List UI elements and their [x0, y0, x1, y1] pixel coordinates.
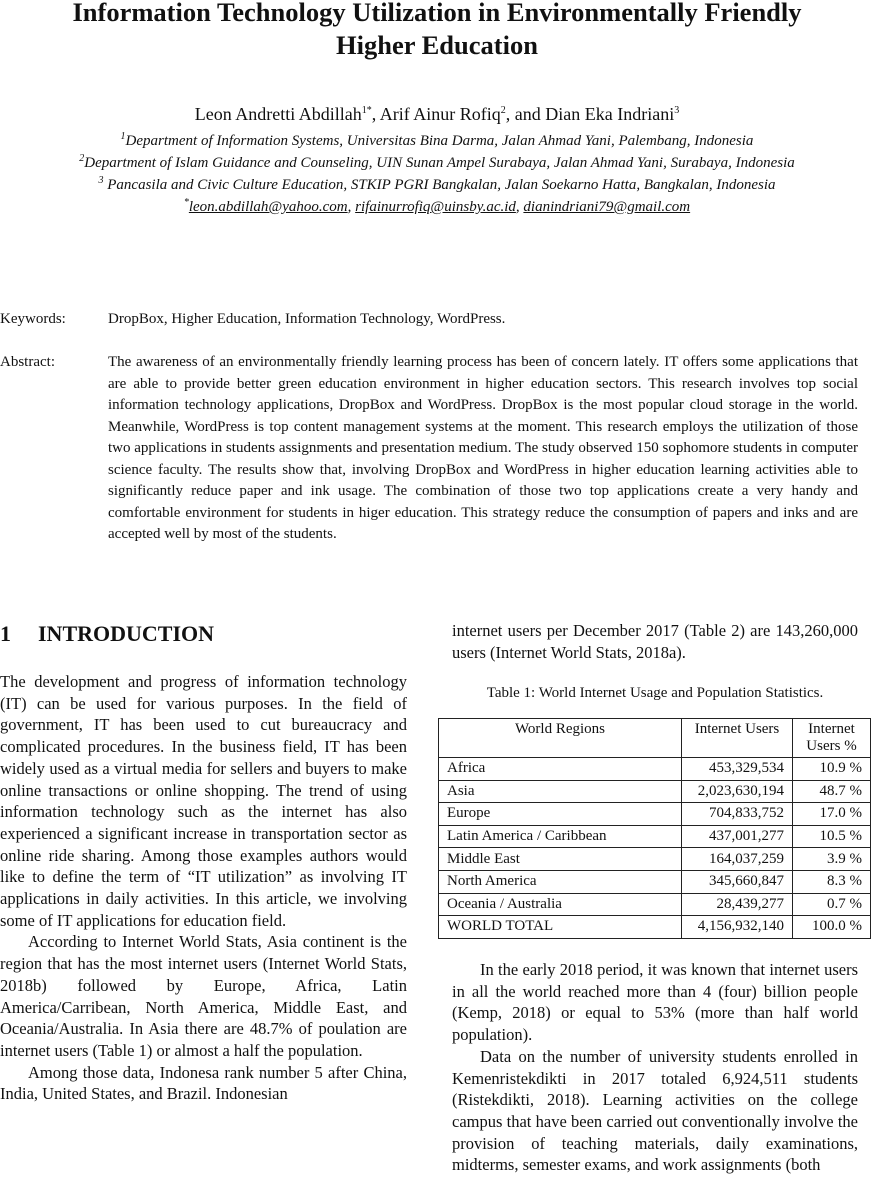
table-caption: Table 1: World Internet Usage and Population Statistics. [486, 685, 824, 702]
table-header-row [439, 719, 871, 758]
email-marker: * [183, 197, 189, 208]
affiliation-2-text: Department of Islam Guidance and Counseling, UIN Sunan Ampel Surabaya, Jalan Ahmad Yani, Surabaya, Indonesia [84, 155, 795, 171]
author-3: , and Dian Eka Indriani [505, 104, 675, 124]
author-1-marker: 1* [361, 105, 372, 116]
paper-title-line2: Higher Education [336, 30, 538, 60]
author-list: Leon Andretti Abdillah$^{1*}$, Arif Ainur Rofiq$^2$, and Dian Eka Indriani$^3$ [194, 104, 680, 124]
region-cell: Oceania / Australia [439, 893, 682, 916]
affiliation-3 [0, 176, 874, 194]
paper-title-line1: Information Technology Utilization in Environmentally Friendly [72, 0, 802, 27]
abstract-text: The awareness of an environmentally friendly learning process has been of concern lately. IT offers some applications that are able to provide better green education environment in higher education sectors. This research involves top social information technology applications, DropBox and WordPress. DropBox is the most popular cloud storage in the world. Meanwhile, WordPress is top content management systems at the moment. This research employs the utilization of those two applications in students assignments and presentation medium. The study observed 150 sophomore students in computer science faculty. The results show that, involving DropBox and WordPress in higher education learning activities able to significantly reduce paper and ink usage. The combination of those two top applications create a very handy and comfortable environment for students in higer education. This strategy reduce the consumption of papers and inks and are accepted well by most of the students. [108, 354, 858, 542]
header-users-percent-line2: Users % [806, 738, 857, 754]
region-cell: Europe [439, 803, 682, 826]
affiliation-1 [0, 132, 874, 150]
users-cell: 453,329,534 [682, 758, 793, 781]
author-2-marker: 2 [500, 105, 506, 116]
percent-cell: 17.0 % [793, 803, 871, 826]
table-row [439, 758, 871, 781]
author-3-marker: 3 [674, 105, 680, 116]
percent-cell: 48.7 % [793, 780, 871, 803]
paper-title [0, 0, 874, 62]
intro-paragraph-2: According to Internet World Stats, Asia continent is the region that has the most internet users (Internet World Stats, 2018b) followed by Europe, Africa, Latin America/Carribean, North America, Middle East, and Oceania/Australia. In Asia there are 48.7% of poulation are internet users (Table 1) or almost a half the population. [0, 932, 407, 1060]
right-paragraph-1: In the early 2018 period, it was known that internet users in all the world reached more than 4 (four) billion people (Kemp, 2018) or equal to 53% (more than half world population). [452, 960, 858, 1045]
section-number: 1 [0, 621, 11, 646]
header-users-percent-line1: Internet [808, 721, 855, 737]
header-world-regions: World Regions [439, 719, 682, 758]
table-row [439, 780, 871, 803]
affiliation-2-marker: 2 [79, 153, 85, 164]
users-cell: 345,660,847 [682, 870, 793, 893]
affiliation-1-text: Department of Information Systems, Universitas Bina Darma, Jalan Ahmad Yani, Palembang, Indonesia [125, 133, 754, 149]
users-cell: 164,037,259 [682, 848, 793, 871]
region-cell: Middle East [439, 848, 682, 871]
region-cell: Latin America / Caribbean [439, 825, 682, 848]
intro-paragraph-3: Among those data, Indonesa rank number 5 after China, India, United States, and Brazil. Indonesian [0, 1062, 407, 1104]
region-cell: Asia [439, 780, 682, 803]
percent-cell: 8.3 % [793, 870, 871, 893]
table-row [439, 825, 871, 848]
section-heading [0, 619, 214, 649]
percent-cell: 10.9 % [793, 758, 871, 781]
email-link-3[interactable]: dianindriani79@gmail.com [523, 199, 691, 215]
intro-paragraph-1: The development and progress of information technology (IT) can be used for various purposes. In the field of government, IT has been used to cut bureaucracy and complicated procedures. In the business field, IT has been widely used as a virtual media for sellers and buyers to make online transactions or online shopping. The trend of using information technology such as the internet has also experienced a significant increase in transportation sector as online ride sharing. Among those examples authors would like to define the term of “IT utilization” as involving IT applications in daily activities. In this article, we involving some of IT applications for education field. [0, 672, 407, 930]
users-cell: 437,001,277 [682, 825, 793, 848]
abstract-label: Abstract: [0, 354, 55, 370]
keywords-label: Keywords: [0, 311, 66, 327]
region-cell: Africa [439, 758, 682, 781]
right-column-lower [452, 959, 858, 1176]
table-row [439, 893, 871, 916]
percent-cell: 100.0 % [793, 916, 871, 939]
table-row [439, 803, 871, 826]
affiliation-3-text: Pancasila and Civic Culture Education, STKIP PGRI Bangkalan, Jalan Soekarno Hatta, Bangkalan, Indonesia [103, 177, 776, 193]
users-cell: 704,833,752 [682, 803, 793, 826]
percent-cell: 0.7 % [793, 893, 871, 916]
users-cell: 4,156,932,140 [682, 916, 793, 939]
users-cell: 28,439,277 [682, 893, 793, 916]
header-internet-users: Internet Users [682, 719, 793, 758]
percent-cell: 10.5 % [793, 825, 871, 848]
table-row [439, 870, 871, 893]
right-column-top [452, 620, 858, 703]
affiliation-2 [0, 154, 874, 172]
table-row [439, 848, 871, 871]
right-paragraph-2: Data on the number of university students enrolled in Kemenristekdikti in 2017 totaled 6,924,511 students (Ristekdikti, 2018). Learning activities on the college campus that have been carried out conventionally involve the provision of teaching materials, daily examinations, midterms, semester exams, and work assignments (both [452, 1046, 858, 1175]
keywords-text: DropBox, Higher Education, Information Technology, WordPress. [108, 311, 506, 327]
section-title: INTRODUCTION [38, 621, 215, 646]
email-list: *leon.abdillah@yahoo.com, rifainurrofiq@uinsby.ac.id, dianindriani79@gmail.com [183, 197, 691, 215]
left-column [0, 671, 407, 1105]
affiliation-3-marker: 3 [98, 175, 104, 186]
email-link-1[interactable]: leon.abdillah@yahoo.com [188, 199, 348, 215]
header-users-percent [793, 719, 871, 758]
region-cell: North America [439, 870, 682, 893]
percent-cell: 3.9 % [793, 848, 871, 871]
users-cell: 2,023,630,194 [682, 780, 793, 803]
right-paragraph-continuation: internet users per December 2017 (Table 2) are 143,260,000 users (Internet World Stats, 2018a). [452, 621, 858, 662]
author-2: Arif Ainur Rofiq [379, 104, 501, 124]
author-1: Leon Andretti Abdillah [194, 104, 362, 124]
table-total-row [439, 916, 871, 939]
affiliation-1-marker: 1 [120, 131, 126, 142]
internet-usage-table [438, 718, 871, 939]
region-cell: WORLD TOTAL [439, 916, 682, 939]
email-link-2[interactable]: rifainurrofiq@uinsby.ac.id [355, 199, 516, 215]
